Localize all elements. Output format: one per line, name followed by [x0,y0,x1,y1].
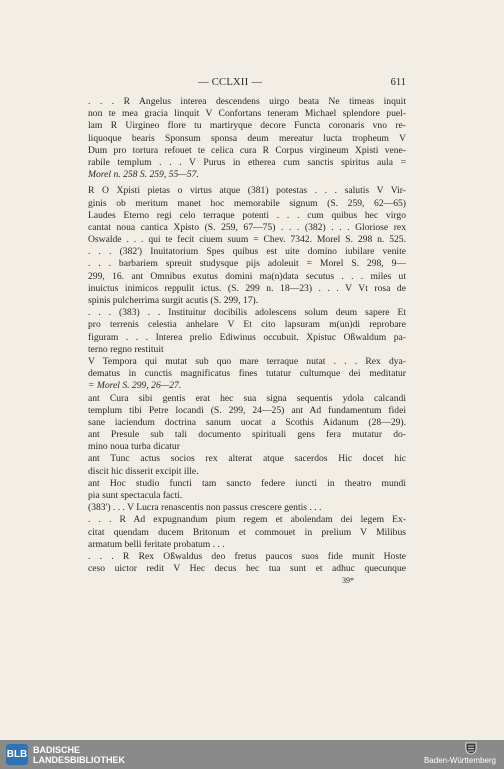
text-line: armatum belli feritate probatum . . . [88,538,225,550]
text-line: 299, 16. ant Omnibus exutus domini ma(n)data secutus . . . miles ut [88,270,406,282]
section-number: — CCLXII — [198,77,263,88]
text-line: ceso uictor redit V Hec decus hec tua sunt et adhuc quecunque [88,563,406,575]
page-header [88,77,406,91]
text-line: discit hic disserit excipit ille. [88,465,199,477]
text-line: Dum pro tortura refouet te celica cura R Corpus virgineum Xpisti vene- [88,144,406,156]
text-line: pro terrenis celestia anhelare V Et cito lapsuram m(un)di reprobare [88,319,406,331]
text-line: ginis ob meritum manet hoc memorabile signum (S. 259, 62—65) [88,197,406,209]
text-line: lam R Uirgineo flore tu martiryque decore Functa coronaris vno re- [88,120,406,132]
text-line: Morel n. 258 S. 259, 55—57. [88,169,199,181]
library-name[interactable] [33,745,125,765]
text-line: dematus in cunctis magnificatus fines tutatur cultumque dei meditatur [88,368,406,380]
text-line: . . . (382') Inuitatorium Spes quibus est uite domino iubilare venite [88,246,406,258]
text-line: non te mea gracia linquit V Confortans teneram Michael splendore puel- [88,108,406,120]
text-line: figuram . . . Interea prelio Ediwinus occubuit. Xpistuc Oßwaldum pa- [88,331,406,343]
region-label[interactable]: Baden-Württemberg [423,756,496,765]
text-line: . . . barbariem spreuit studysque pijs adoleuit = Morel S. 298, 9— [88,258,406,270]
text-line: (383') . . . V Lucra renascentis non passus crescere gentis . . . [88,502,322,514]
text-line: cantat noua cantica Xpisto (S. 259, 67—75) . . . (382) . . . Gloriose rex [88,221,406,233]
text-line: mino noua turba dicatur [88,441,180,453]
text-line: . . . R Rex Oßwaldus deo fretus paucos suos fide munit Hoste [88,550,406,562]
signature-mark: 39* [342,576,354,586]
text-line: = Morel S. 299, 26—27. [88,380,182,392]
text-line: inuictus inimicos reppulit ictus. (S. 299 n. 18—23) . . . V Vt rosa de [88,282,406,294]
coat-of-arms-icon [464,742,478,755]
text-line: Oswalde . . . qui te fecit ciuem suum = Chev. 7342. Morel S. 298 n. 525. [88,234,406,246]
text-line: V Tempora qui mutat sub quo mare terraque nutat . . . Rex dya- [88,355,406,367]
text-line: . . . (383) . . Instituitur docibilis adolescens solum deum sapere Et [88,307,406,319]
text-line: Laudes Eterno regi celo terraque potenti . . . cum quibus hec virgo [88,209,406,221]
text-line: . . . R Angelus interea descendens uirgo beata Ne timeas inquit [88,96,406,107]
library-name-line1: BADISCHE [33,745,81,755]
body-text [88,96,406,588]
library-footer [0,740,504,769]
text-line: ant Tunc actus socios rex alterat atque sacerdos Hic docet hic [88,453,406,465]
page-number: 611 [390,77,406,88]
text-line: templum tibi Petre locandi (S. 299, 24—25) ant Ad fundamentum fidei [88,404,406,416]
text-line: R O Xpisti pietas o virtus atque (381) potestas . . . salutis V Vir- [88,185,406,197]
library-name-line2: LANDESBIBLIOTHEK [33,755,125,765]
text-line: . . . R Ad expugnandum pium regem et abolendam dei legem Ex- [88,514,406,526]
text-line: citat quendam ducem Britonum et commouet in prelium V Milibus [88,526,406,538]
text-line: spinis pulcherrima surgit acutis (S. 299, 17). [88,295,259,306]
text-line: rabile templum . . . V Purus in etherea cum sanctis spiritus aula = [88,156,406,168]
text-line: liquoque bearis Sponsum sponsa deum mereatur lucta tropheum V [88,132,406,144]
text-line: pia sunt spectacula facti. [88,490,183,501]
text-line: terno regno restituit [88,343,164,355]
blb-logo-icon[interactable]: BLB [6,744,28,765]
text-line: ant Presule sub tali documento spirituali gens fera mutatur do- [88,429,406,441]
text-line: ant Cura sibi gentis erat hec sua signa sequentis ydola calcandi [88,392,406,404]
text-line: ant Hoc studio functi tam sancto federe iuncti in theatro mundi [88,477,406,489]
text-line: sane iaciendum doctrina sanum uocat a Scothis Aidanum (28—29). [88,416,406,428]
